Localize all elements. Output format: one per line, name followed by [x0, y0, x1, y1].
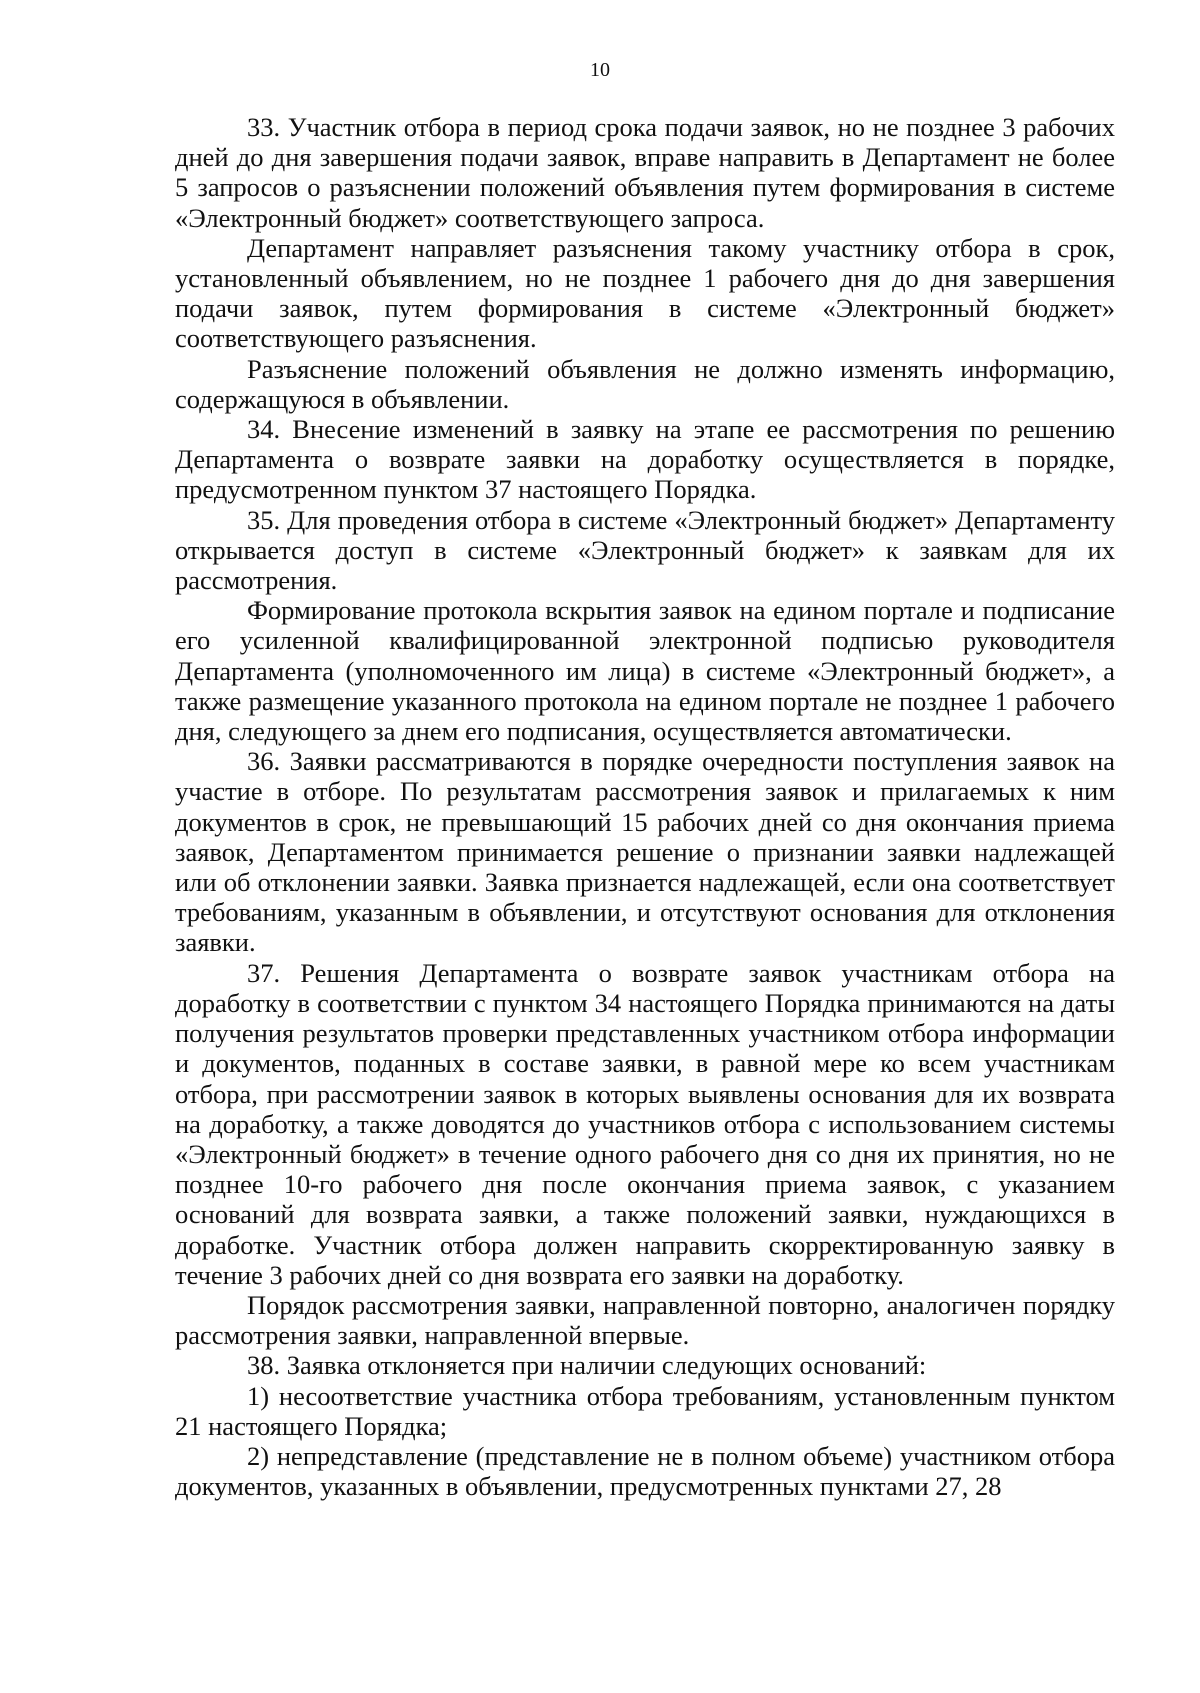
paragraph-38: 38. Заявка отклоняется при наличии следующих оснований: — [247, 1350, 927, 1381]
paragraph-37: 37. Решения Департамента о возврате заявок участникам отбора на доработку в соответствии с пунктом 34 настоящего Порядка принимаются на даты получения результатов проверки представленных участником отбора информации и документов, поданных в составе заявки, в равной мере ко всем участникам отбора, при рассмотрении заявок в которых выявлены основания для их возврата на доработку, а также доводятся до участников отбора с использованием системы «Электронный бюджет» в течение одного рабочего дня со дня их принятия, но не позднее 10-го рабочего дня после окончания приема заявок, с указанием оснований для возврата заявки, а также положений заявки, нуждающихся в доработке. Участник отбора должен направить скорректированную заявку в течение 3 рабочих дней со дня возврата его заявки на доработку. — [175, 957, 1115, 1290]
page-number: 10 — [590, 59, 610, 81]
paragraph-37-resubmission: Порядок рассмотрения заявки, направленной повторно, аналогичен порядку рассмотрения заявки, направленной впервые. — [175, 1289, 1115, 1351]
paragraph-33: 33. Участник отбора в период срока подачи заявок, но не позднее 3 рабочих дней до дня завершения подачи заявок, вправе направить в Департамент не более 5 запросов о разъяснении положений объявления путем формирования в системе «Электронный бюджет» соответствующего запроса. — [175, 112, 1115, 233]
paragraph-34: 34. Внесение изменений в заявку на этапе ее рассмотрения по решению Департамента о возврате заявки на доработку осуществляется в порядке, предусмотренном пунктом 37 настоящего Порядка. — [175, 414, 1115, 505]
document-body — [175, 112, 1115, 1501]
paragraph-33-note: Разъяснение положений объявления не должно изменять информацию, содержащуюся в объявлении. — [175, 353, 1115, 414]
paragraph-35-protocol: Формирование протокола вскрытия заявок на едином портале и подписание его усиленной квалифицированной электронной подписью руководителя Департамента (уполномоченного им лица) в системе «Электронный бюджет», а также размещение указанного протокола на едином портале не позднее 1 рабочего дня, следующего за днем его подписания, осуществляется автоматически. — [175, 595, 1115, 747]
list-item-38-2: 2) непредставление (представление не в полном объеме) участником отбора документов, указанных в объявлении, предусмотренных пунктами 27, 28 — [175, 1440, 1115, 1502]
list-item-38-1: 1) несоответствие участника отбора требованиям, установленным пунктом 21 настоящего Порядка; — [175, 1380, 1115, 1441]
paragraph-35: 35. Для проведения отбора в системе «Электронный бюджет» Департаменту открывается доступ в системе «Электронный бюджет» к заявкам для их рассмотрения. — [175, 504, 1115, 596]
paragraph-33-clarification: Департамент направляет разъяснения такому участнику отбора в срок, установленный объявлением, но не позднее 1 рабочего дня до дня завершения подачи заявок, путем формирования в системе «Электронный бюджет» соответствующего разъяснения. — [175, 232, 1115, 354]
paragraph-36: 36. Заявки рассматриваются в порядке очередности поступления заявок на участие в отборе. По результатам рассмотрения заявок и прилагаемых к ним документов в срок, не превышающий 15 рабочих дней со дня окончания приема заявок, Департаментом принимается решение о признании заявки надлежащей или об отклонении заявки. Заявка признается надлежащей, если она соответствует требованиям, указанным в объявлении, и отсутствуют основания для отклонения заявки. — [175, 746, 1115, 958]
